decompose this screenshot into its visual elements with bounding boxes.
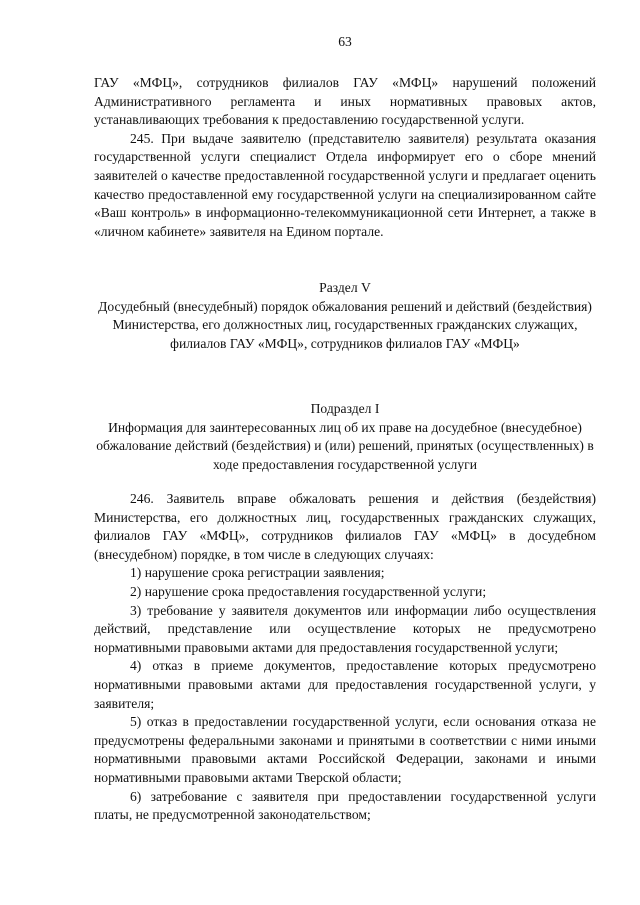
intro-block (94, 74, 596, 241)
paragraph-246: 246. Заявитель вправе обжаловать решения и действия (бездействия) Министерства, его должностных лиц, государственных гражданских служащих, филиалов ГАУ «МФЦ», сотрудников филиалов ГАУ «МФЦ» в досудебном (внесудебном) порядке, в том числе в следующих случаях: (94, 491, 596, 562)
paragraph-245: 245. При выдаче заявителю (представителю заявителя) результата оказания государственной услуги специалист Отдела информирует его о сборе мнений заявителей о качестве предоставленной государственной услуги и предлагает оценить качество предоставленной ему государственной услуги на специализированном сайте «Ваш контроль» в информационно-телекоммуникационной сети Интернет, а также в «личном кабинете» заявителя на Едином портале. (94, 130, 596, 239)
section-heading (94, 279, 596, 353)
subsection-title: Информация для заинтересованных лиц об их праве на досудебное (внесудебное) обжалование действий (бездействия) и (или) решений, принятых (осуществленных) в ходе предоставления государственной услуги (96, 419, 594, 472)
list-item-2: 2) нарушение срока предоставления государственной услуги; (130, 583, 487, 599)
list-item-3: 3) требование у заявителя документов или информации либо осуществления действий, представление или осуществление которых не предусмотрено нормативными правовыми актами для предоставления государственной услуги; (94, 602, 596, 655)
list-item-5: 5) отказ в предоставлении государственной услуги, если основания отказа не предусмотрены федеральными законами и принятыми в соответствии с ними иными нормативными правовыми актами Российской Федерации, законами и иными нормативными правовыми актами Тверской области; (94, 714, 596, 785)
section-label: Раздел V (319, 280, 371, 295)
list-item-6: 6) затребование с заявителя при предоставлении государственной услуги платы, не предусмотренной законодательством; (94, 788, 596, 823)
page-number: 63 (338, 34, 352, 49)
section-title: Досудебный (внесудебный) порядок обжалования решений и действий (бездействия) Министерства, его должностных лиц, государственных гражданских служащих, филиалов ГАУ «МФЦ», сотрудников филиалов ГАУ «МФЦ» (98, 298, 592, 351)
subsection-heading (94, 400, 596, 474)
continuation-paragraph: ГАУ «МФЦ», сотрудников филиалов ГАУ «МФЦ» нарушений положений Административного регламента и иных нормативных правовых актов, устанавливающих требования к предоставлению государственной услуги. (94, 75, 596, 128)
list-item-4: 4) отказ в приеме документов, предоставление которых предусмотрено нормативными правовыми актами для предоставления государственной услуги, у заявителя; (94, 658, 596, 711)
list-item-1: 1) нарушение срока регистрации заявления; (130, 565, 385, 581)
paragraph-246-block (94, 490, 596, 825)
subsection-label: Подраздел I (310, 401, 380, 416)
